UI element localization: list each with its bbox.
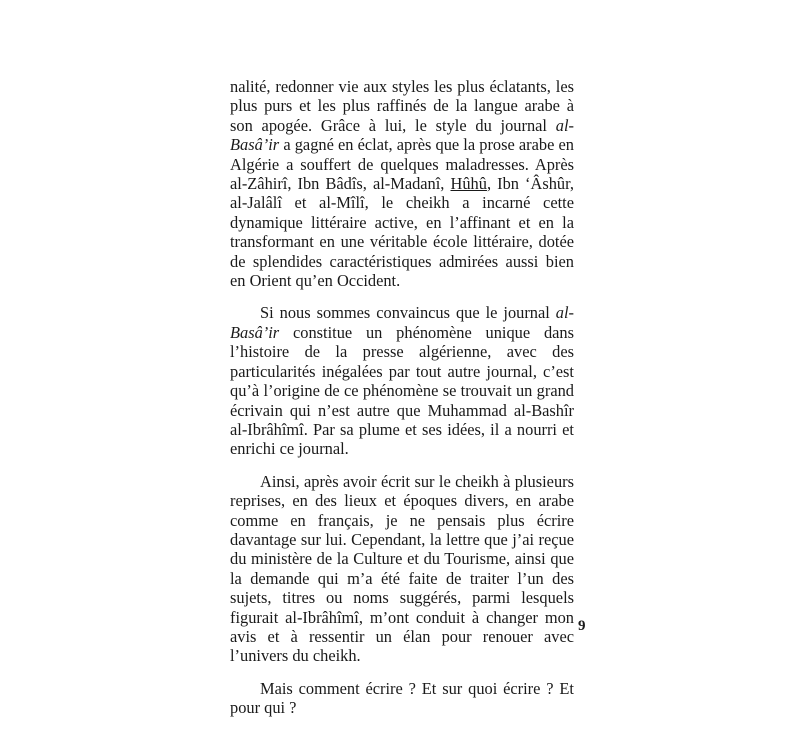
paragraph-2 bbox=[230, 303, 574, 458]
p1-underlined-name: Hûhû bbox=[450, 174, 487, 194]
p1-text-3: , Ibn ‘Âshûr, al-Jalâlî et al-Mîlî, le cheikh a incarné cette dynamique littéraire active, en l’affinant et en la transformant en une véritable école littéraire, dotée de splendides caractéristiques admirées aussi bien en Orient qu’en Occident. bbox=[230, 174, 575, 291]
p2-text-1: Si nous sommes convaincus que le journal bbox=[260, 303, 556, 323]
p2-journal-title: al-Basâ’ir bbox=[230, 303, 574, 342]
p3-text-1: Ainsi, après avoir écrit sur le cheikh à plusieurs reprises, en des lieux et époques divers, en arabe comme en français, je ne pensais plus écrire davantage sur lui. Cependant, la lettre que j’ai reçue du ministère de la Culture et du Tourisme, ainsi que la demande qui m’a été faite de traiter l’un des sujets, titres ou noms suggérés, parmi lesquels figurait al-Ibrâhîmî, m’ont conduit à changer mon avis et à ressentir un élan pour renouer avec l’univers du cheikh. bbox=[230, 471, 574, 666]
p1-journal-title: al-Basâ’ir bbox=[230, 115, 574, 155]
p1-text-1: nalité, redonner vie aux styles les plus éclatants, les plus purs et les plus raffinés de la langue arabe à son apogée. Grâce à lui, le style du journal bbox=[230, 77, 574, 135]
p4-text-1: Mais comment écrire ? Et sur quoi écrire ? Et pour qui ? bbox=[230, 678, 574, 718]
p1-text-2: a gagné en éclat, après que la prose arabe en Algérie a souffert de quelques maladresses. Après al-Zâhirî, Ibn Bâdîs, al-Madanî, bbox=[230, 135, 574, 194]
paragraph-3 bbox=[230, 472, 574, 666]
paragraph-4 bbox=[230, 679, 574, 718]
p2-text-2: constitue un phénomène unique dans l’histoire de la presse algérienne, avec des particularités inégalées par tout autre journal, c’est qu’à l’origine de ce phénomène se trouvait un grand écrivain qui n’est autre que Muhammad al-Bashîr al-Ibrâhîmî. Par sa plume et ses idées, il a nourri et enrichi ce journal. bbox=[230, 322, 574, 459]
page-number: 9 bbox=[578, 618, 586, 634]
page-body bbox=[230, 77, 574, 731]
paragraph-1 bbox=[230, 77, 574, 290]
